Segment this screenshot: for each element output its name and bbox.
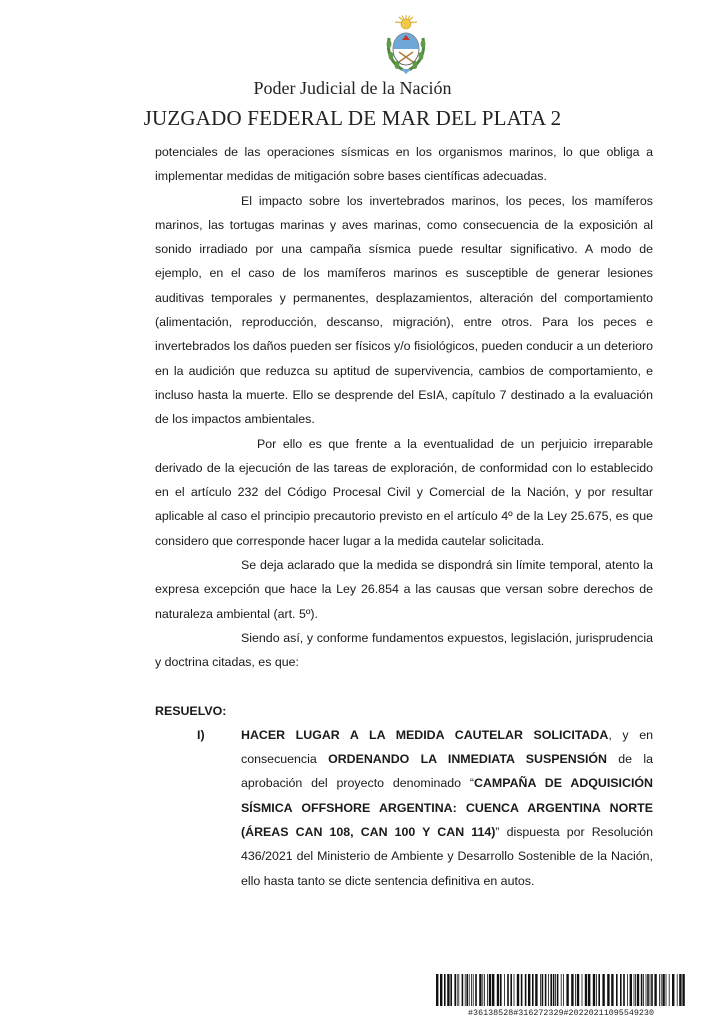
resolution-item-number: I) bbox=[197, 727, 205, 742]
barcode-bar bbox=[641, 974, 643, 1006]
barcode-bar bbox=[616, 974, 618, 1006]
barcode-text: #36138528#316272329#20220211095549230 bbox=[468, 1008, 654, 1018]
barcode-bar bbox=[593, 974, 595, 1006]
barcode-bar bbox=[507, 974, 509, 1006]
barcode-bar bbox=[465, 974, 466, 1006]
barcode-bar bbox=[517, 974, 519, 1006]
barcode-bar bbox=[436, 974, 438, 1006]
barcode-bar bbox=[662, 974, 664, 1006]
barcode-bar bbox=[650, 974, 651, 1006]
barcode-bar bbox=[561, 974, 562, 1006]
barcode-bar bbox=[672, 974, 674, 1006]
barcode-bar bbox=[479, 974, 481, 1006]
barcode-bar bbox=[510, 974, 512, 1006]
barcode-bar bbox=[462, 974, 464, 1006]
barcode-bar bbox=[582, 974, 583, 1006]
barcode-bar bbox=[548, 974, 549, 1006]
resolution-closing-text: ” dispuesta por Resolución 436/2021 del Ministerio de Ambiente y Desarrollo Sostenible de la Nación, ello hasta tanto se dicte sentencia definitiva en autos. bbox=[241, 825, 653, 888]
barcode-bar bbox=[566, 974, 568, 1006]
barcode-bar bbox=[611, 974, 613, 1006]
barcode-bar bbox=[475, 974, 477, 1006]
barcode-bar bbox=[661, 974, 662, 1006]
barcode-bar bbox=[659, 974, 660, 1006]
paragraph-temporal-limit: Se deja aclarado que la medida se dispondrá sin límite temporal, atento la expresa excepción que hace la Ley 26.854 a las causas que versan sobre derechos de naturaleza ambiental (art. 5º). bbox=[155, 558, 653, 621]
resolution-grant-text: HACER LUGAR A LA MEDIDA CAUTELAR SOLICITADA bbox=[241, 727, 609, 742]
barcode-bar bbox=[489, 974, 491, 1006]
barcode-bar bbox=[630, 974, 632, 1006]
barcode-bar bbox=[627, 974, 628, 1006]
document-body bbox=[155, 140, 653, 893]
barcode-bar bbox=[487, 974, 488, 1006]
barcode-bar bbox=[545, 974, 547, 1006]
barcode-bar bbox=[646, 974, 647, 1006]
resolution-suspension-text: ORDENANDO LA INMEDIATA SUSPENSIÓN bbox=[328, 752, 607, 767]
barcode-bar bbox=[669, 974, 670, 1006]
barcode-bar bbox=[444, 974, 446, 1006]
barcode-bar bbox=[514, 974, 515, 1006]
barcode-bar bbox=[557, 974, 559, 1006]
barcode-bar bbox=[482, 974, 483, 1006]
barcode-bar bbox=[666, 974, 667, 1006]
barcode-bar bbox=[457, 974, 458, 1006]
barcode-bar bbox=[500, 974, 502, 1006]
barcode-bar bbox=[620, 974, 622, 1006]
barcode-bar bbox=[528, 974, 530, 1006]
barcode-bar bbox=[607, 974, 609, 1006]
barcode-bar bbox=[466, 974, 468, 1006]
barcode-bar bbox=[525, 974, 527, 1006]
barcode-bar bbox=[492, 974, 494, 1006]
barcode-bar bbox=[563, 974, 564, 1006]
barcode-bar bbox=[540, 974, 541, 1006]
barcode-bar bbox=[469, 974, 470, 1006]
paragraph-impact: El impacto sobre los invertebrados marinos, los peces, los mamíferos marinos, las tortugas marinas y aves marinas, como consecuencia de la exposición al sonido irradiado por una campaña sísmica puede resultar significativo. A modo de ejemplo, en el caso de los mamíferos marinos es susceptible de generar lesiones auditivas temporales y permanentes, desplazamientos, alteración del comportamiento (alimentación, reproducción, descanso, migración), entre otros. Para los peces e invertebrados los daños pueden ser físicos y/o fisiológicos, pueden conducir a un deterioro en la audición que reduzca su aptitud de supervivencia, cambios de comportamiento, e incluso hasta la muerte. Ello se desprende del EsIA, capítulo 7 destinado a la evaluación de los impactos ambientales. bbox=[155, 193, 653, 427]
barcode-bar bbox=[450, 974, 452, 1006]
resolution-connector-text: , y en consecuencia bbox=[241, 727, 654, 767]
barcode-bar bbox=[677, 974, 678, 1006]
barcode-bar bbox=[447, 974, 449, 1006]
barcode-bar bbox=[575, 974, 576, 1006]
barcode bbox=[436, 974, 686, 1006]
barcode-bar bbox=[471, 974, 472, 1006]
barcode-bar bbox=[504, 974, 505, 1006]
argentine-coat-of-arms-icon bbox=[383, 14, 429, 76]
barcode-bar bbox=[532, 974, 534, 1006]
barcode-bar bbox=[654, 974, 656, 1006]
paragraph-conclusion: Siendo así, y conforme fundamentos expuestos, legislación, jurisprudencia y doctrina citadas, es que: bbox=[155, 630, 653, 670]
resolution-approval-text: de la aprobación del proyecto denominado “ bbox=[241, 752, 653, 791]
barcode-bar bbox=[497, 974, 499, 1006]
paragraph-precautionary: Por ello es que frente a la eventualidad de un perjuicio irreparable derivado de la ejecución de las tareas de exploración, de conformidad con lo establecido en el artículo 232 del Código Procesal Civil y Comercial de la Nación, y por resultar aplicable al caso el principio precautorio previsto en el artículo 4º de la Ley 25.675, es que considero que corresponde hacer lugar a la medida cautelar solicitada. bbox=[155, 436, 653, 548]
barcode-bar bbox=[588, 974, 590, 1006]
paragraph-continuation: potenciales de las operaciones sísmicas en los organismos marinos, lo que obliga a implementar medidas de mitigación sobre bases científicas adecuadas. bbox=[155, 145, 653, 184]
barcode-bar bbox=[643, 974, 644, 1006]
barcode-bar bbox=[535, 974, 537, 1006]
institution-name: Poder Judicial de la Nación bbox=[253, 78, 452, 98]
barcode-bar bbox=[542, 974, 544, 1006]
barcode-bar bbox=[637, 974, 639, 1006]
barcode-bar bbox=[550, 974, 552, 1006]
barcode-bar bbox=[454, 974, 456, 1006]
barcode-bar bbox=[577, 974, 579, 1006]
barcode-bar bbox=[634, 974, 635, 1006]
resolution-item bbox=[155, 723, 653, 893]
court-name: JUZGADO FEDERAL DE MAR DEL PLATA 2 bbox=[143, 106, 562, 130]
resolution-item-text bbox=[241, 723, 653, 893]
barcode-bar bbox=[473, 974, 474, 1006]
barcode-bar bbox=[484, 974, 485, 1006]
barcode-bar bbox=[458, 974, 459, 1006]
barcode-bar bbox=[521, 974, 523, 1006]
barcode-bar bbox=[571, 974, 573, 1006]
barcode-bar bbox=[679, 974, 681, 1006]
resolution-project-name: CAMPAÑA DE ADQUISICIÓN SÍSMICA OFFSHORE ARGENTINA: CUENCA ARGENTINA NORTE (ÁREAS CAN 108, CAN 100 Y CAN 114) bbox=[241, 776, 653, 840]
barcode-bar bbox=[647, 974, 649, 1006]
barcode-bar bbox=[598, 974, 600, 1006]
barcode-bar bbox=[553, 974, 555, 1006]
barcode-bar bbox=[440, 974, 442, 1006]
resolution-heading: RESUELVO: bbox=[155, 703, 227, 718]
barcode-bar bbox=[602, 974, 604, 1006]
barcode-bar bbox=[585, 974, 587, 1006]
barcode-bar bbox=[623, 974, 625, 1006]
barcode-bar bbox=[635, 974, 636, 1006]
barcode-bar bbox=[596, 974, 597, 1006]
barcode-bar bbox=[682, 974, 684, 1006]
barcode-bar bbox=[651, 974, 653, 1006]
barcode-bar bbox=[555, 974, 556, 1006]
